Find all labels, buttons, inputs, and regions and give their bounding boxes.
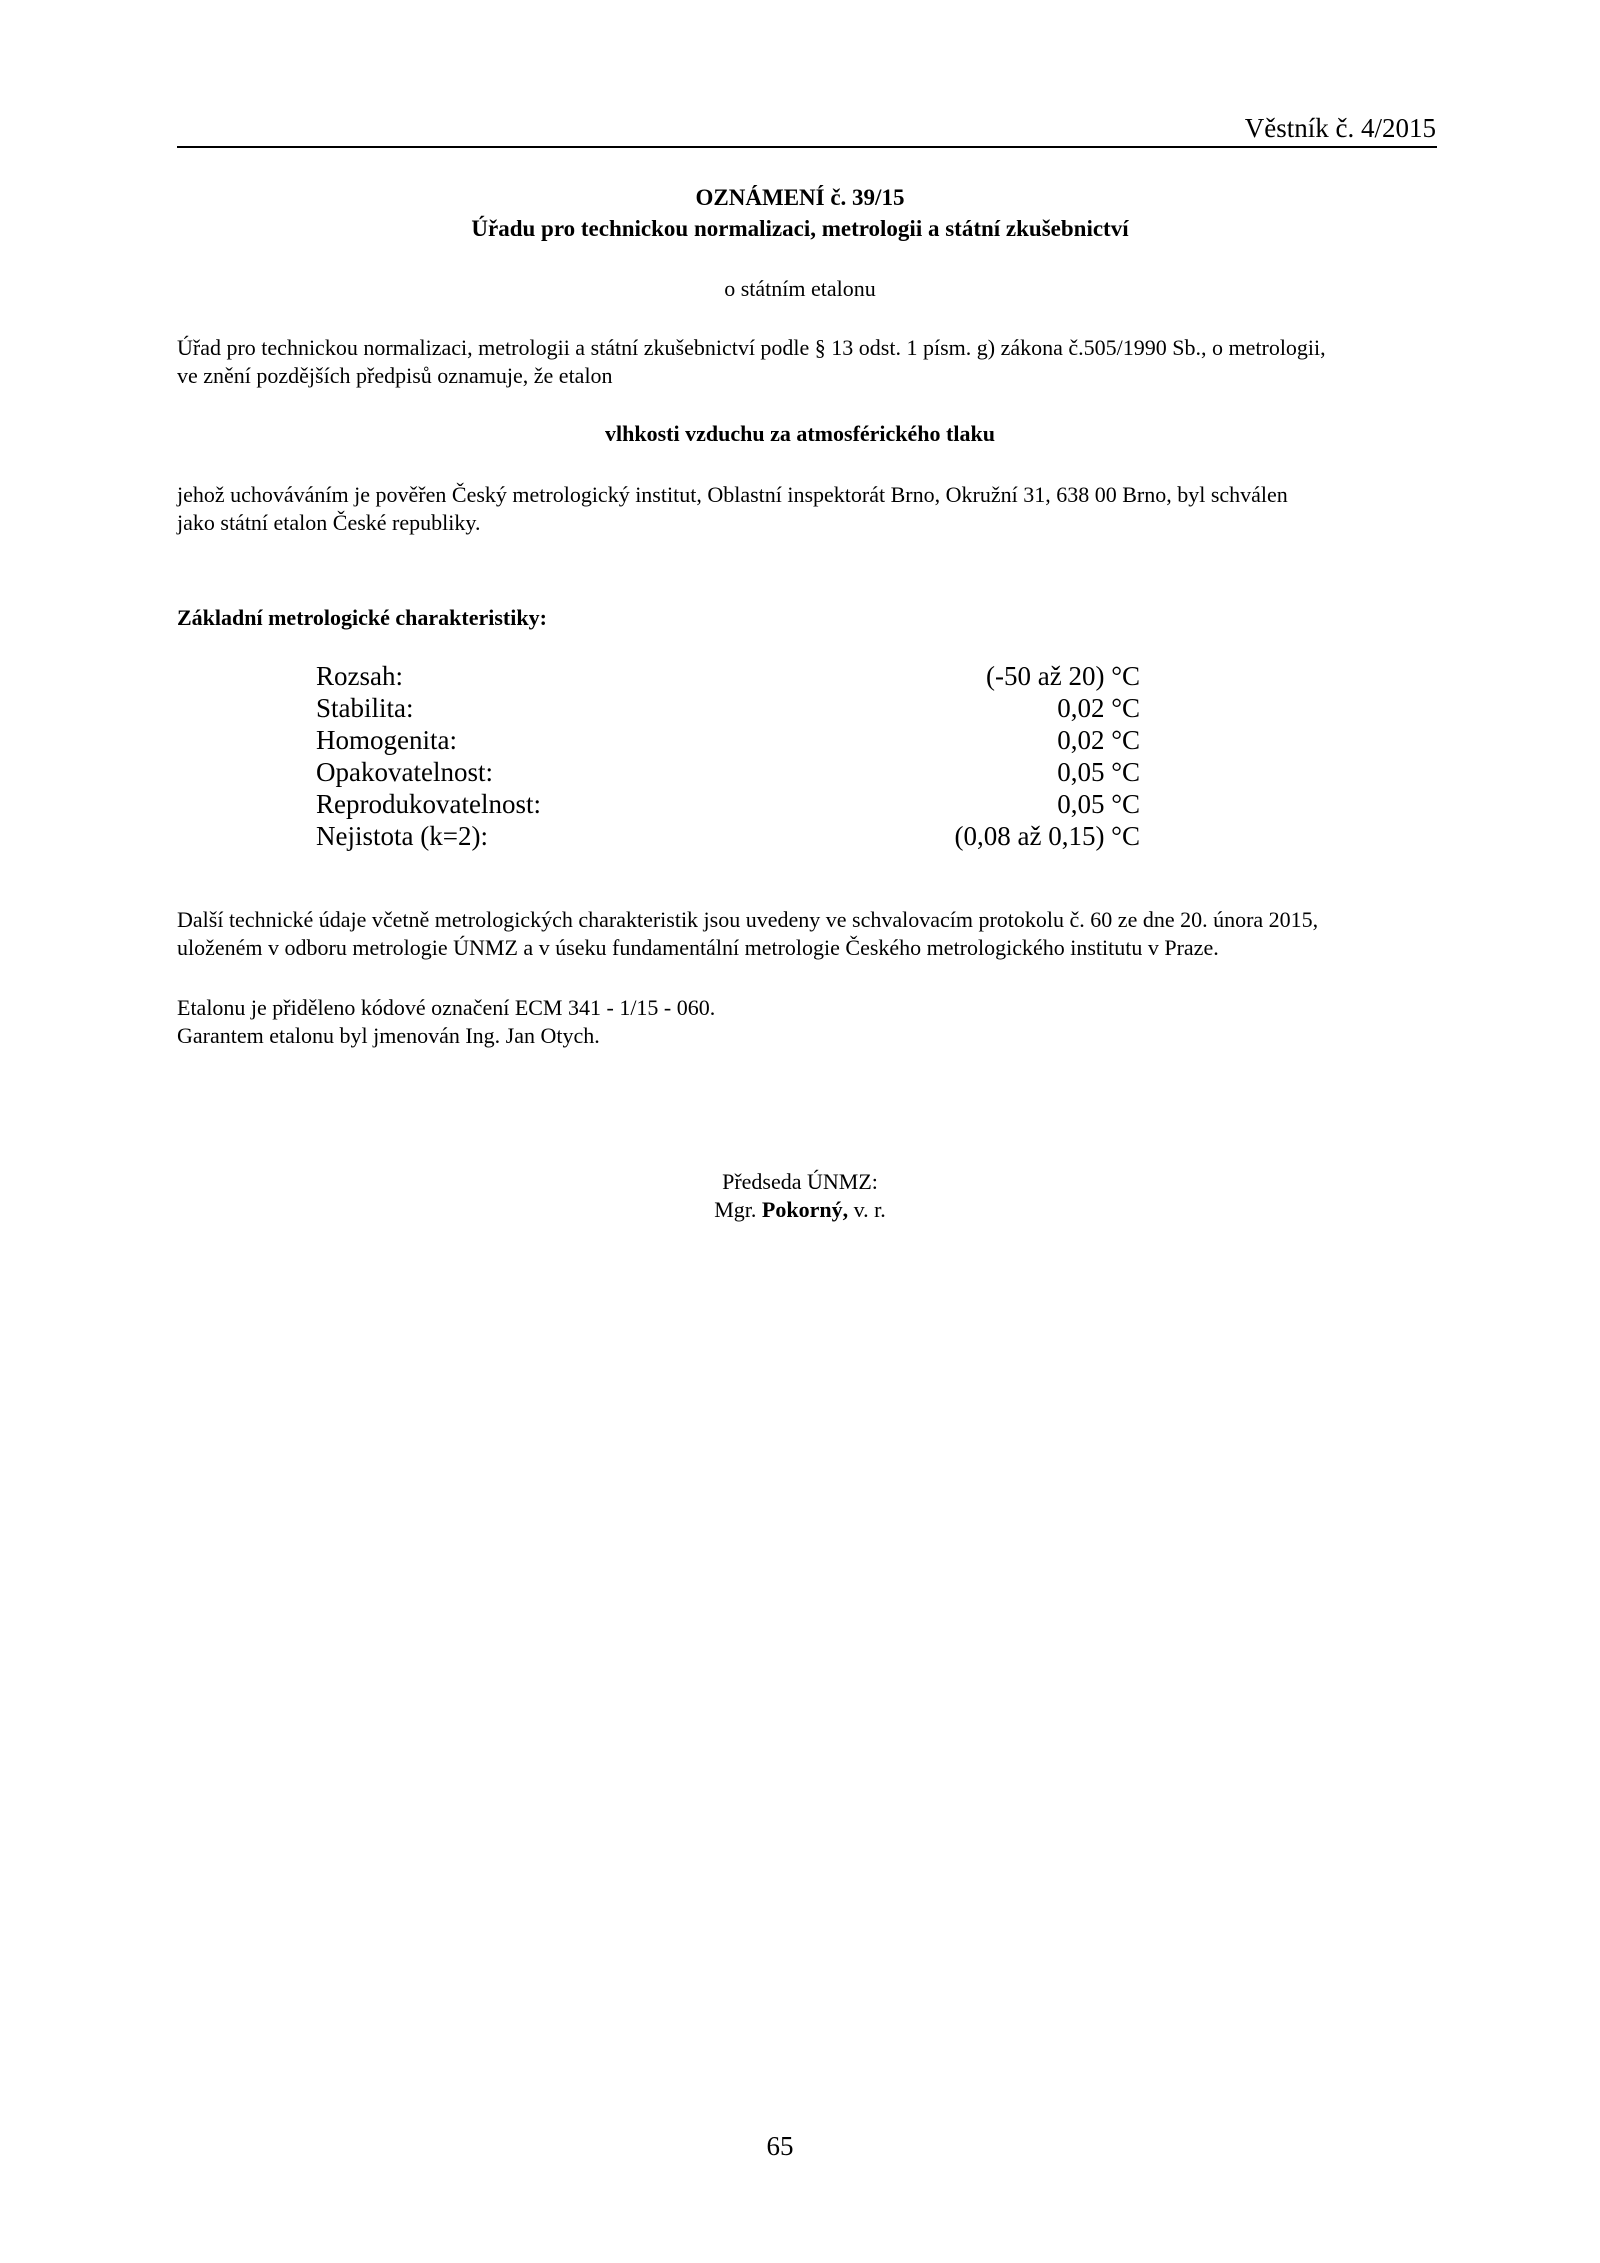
characteristic-row [316, 724, 1140, 756]
signer-surname: Pokorný, [761, 1197, 849, 1222]
characteristic-value: 0,05 °C [1057, 789, 1140, 819]
characteristic-row [316, 692, 1140, 724]
approval-line-2: jako státní etalon České republiky. [177, 510, 481, 535]
characteristic-label: Nejistota (k=2): [316, 821, 488, 851]
guarantor-line: Garantem etalonu byl jmenován Ing. Jan Otych. [177, 1023, 600, 1048]
characteristic-label: Opakovatelnost: [316, 757, 493, 787]
signer-role: Předseda ÚNMZ: [722, 1169, 878, 1194]
page-number: 65 [766, 2131, 794, 2161]
signer-title-prefix: Mgr. [714, 1197, 757, 1222]
signer-name [0, 1196, 1600, 1224]
page-header-title: Věstník č. 4/2015 [1244, 113, 1436, 143]
characteristic-value: 0,02 °C [1057, 725, 1140, 755]
signer-suffix: v. r. [853, 1197, 886, 1222]
header-rule [177, 146, 1437, 148]
notice-issuer: Úřadu pro technickou normalizaci, metrologii a státní zkušebnictví [471, 216, 1129, 241]
characteristic-label: Homogenita: [316, 725, 457, 755]
characteristic-label: Stabilita: [316, 693, 414, 723]
characteristic-value: 0,05 °C [1057, 757, 1140, 787]
approval-line-1: jehož uchováváním je pověřen Český metrologický institut, Oblastní inspektorát Brno, Okružní 31, 638 00 Brno, byl schválen [177, 482, 1288, 507]
characteristics-heading: Základní metrologické charakteristiky: [177, 605, 547, 630]
characteristic-label: Rozsah: [316, 661, 403, 691]
notice-title: OZNÁMENÍ č. 39/15 [695, 185, 905, 210]
intro-line-2: ve znění pozdějších předpisů oznamuje, že etalon [177, 363, 613, 388]
characteristics-list [316, 660, 1140, 852]
characteristic-row [316, 820, 1140, 852]
characteristic-value: 0,02 °C [1057, 693, 1140, 723]
standard-name: vlhkosti vzduchu za atmosférického tlaku [605, 421, 995, 446]
characteristic-row [316, 788, 1140, 820]
characteristic-row [316, 756, 1140, 788]
characteristic-label: Reprodukovatelnost: [316, 789, 541, 819]
characteristic-value: (-50 až 20) °C [986, 661, 1140, 691]
additional-info-line-2: uloženém v odboru metrologie ÚNMZ a v úseku fundamentální metrologie Českého metrologického institutu v Praze. [177, 935, 1219, 960]
intro-line-1: Úřad pro technickou normalizaci, metrologii a státní zkušebnictví podle § 13 odst. 1 písm. g) zákona č.505/1990 Sb., o metrologii, [177, 335, 1326, 360]
notice-subject: o státním etalonu [724, 276, 876, 301]
characteristic-value: (0,08 až 0,15) °C [954, 821, 1140, 851]
additional-info-line-1: Další technické údaje včetně metrologických charakteristik jsou uvedeny ve schvalovacím protokolu č. 60 ze dne 20. února 2015, [177, 907, 1319, 932]
code-designation-line: Etalonu je přiděleno kódové označení ECM 341 - 1/15 - 060. [177, 995, 716, 1020]
characteristic-row [316, 660, 1140, 692]
